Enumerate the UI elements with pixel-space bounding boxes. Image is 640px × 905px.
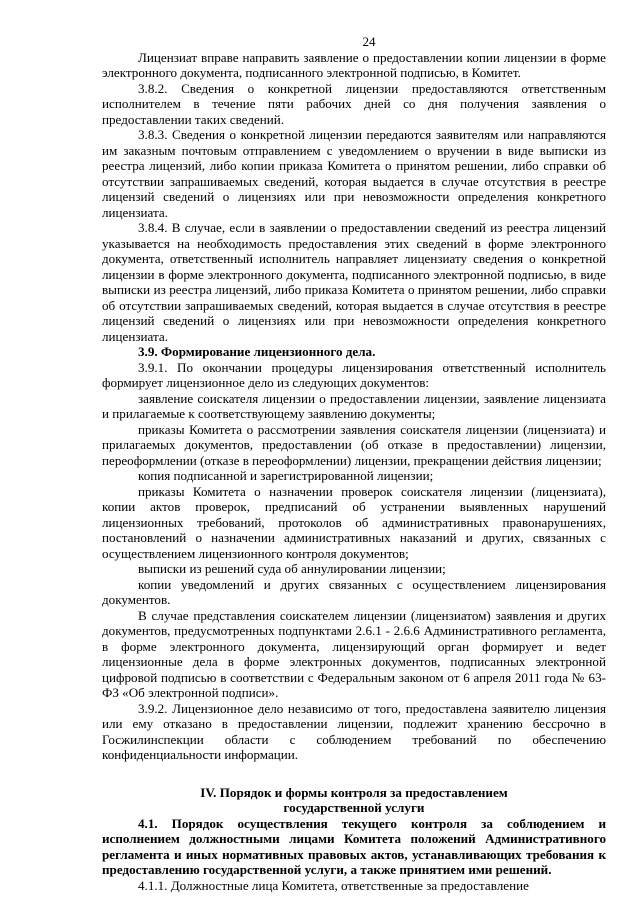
paragraph-3-8-2: 3.8.2. Сведения о конкретной лицензии предоставляются ответственным исполнителем в течение пяти рабочих дней со дня получения заявления о предоставлении таких сведений. [102,80,606,127]
paragraph-3-9-1: 3.9.1. По окончании процедуры лицензирования ответственный исполнитель формирует лицензионное дело из следующих документов: [102,359,606,390]
paragraph-3-9-2: 3.9.2. Лицензионное дело независимо от того, предоставлена заявителю лицензия или ему отказано в предоставлении лицензии, подлежит хранению бессрочно в Госжилинспекции области с соблюдением требований по обеспечению конфиденциальности информации. [102,700,606,762]
list-item-inspections: приказы Комитета о назначении проверок соискателя лицензии (лицензиата), копии актов проверок, предписаний об устранении выявленных нарушений лицензионных требований, протоколов об административных правонарушениях, постановлений о назначении административных наказаний и других, связанных с осуществлением лицензионного контроля документов; [102,483,606,561]
heading-3-9: 3.9. Формирование лицензионного дела. [138,344,376,359]
document-page [102,0,606,893]
list-item-notifications: копии уведомлений и других связанных с осуществлением лицензирования документов. [102,576,606,607]
paragraph-4-1-1: 4.1.1. Должностные лица Комитета, ответственные за предоставление [138,877,529,893]
paragraph-electronic-form: В случае представления соискателем лицензии (лицензиатом) заявления и других документов, предусмотренных подпунктами 2.6.1 - 2.6.6 Административного регламента, в форме электронного документа, лицензирующий орган формирует и ведет лицензионные дела в форме электронных документов, подписанных электронной цифровой подписью в соответствии с Федеральным законом от 6 апреля 2011 года № 63-ФЗ «Об электронной подписи». [102,607,606,700]
list-item-court-extracts: выписки из решений суда об аннулировании лицензии; [138,561,446,576]
list-item-license-copy: копия подписанной и зарегистрированной лицензии; [138,468,434,483]
paragraph-3-8-3: 3.8.3. Сведения о конкретной лицензии передаются заявителям или направляются им заказным почтовым отправлением с уведомлением о вручении в виде выписки из реестра лицензий, либо копии приказа Комитета о принятом решении, либо справки об отсутствии запрашиваемых сведений, которая выдается в случае отсутствия в реестре лицензий сведений о лицензиях или при невозможности определения конкретного лицензиата. [102,127,606,220]
heading-4-1: 4.1. Порядок осуществления текущего контроля за соблюдением и исполнением должностными лицами Комитета положений Административного регламента и иных нормативных правовых актов, устанавливающих требования к предоставлению государственной услуги, а также принятием ими решений. [102,815,606,877]
section-iv-title-line2: государственной услуги [283,800,425,815]
section-iv-title-line1: IV. Порядок и формы контроля за предоставлением [200,784,508,800]
section-spacer [102,763,606,785]
page-number: 24 [362,34,376,49]
paragraph-copy-request: Лицензиат вправе направить заявление о предоставлении копии лицензии в форме электронного документа, подписанного электронной подписью, в Комитет. [102,49,606,80]
paragraph-3-8-4: 3.8.4. В случае, если в заявлении о предоставлении сведений из реестра лицензий указывается на необходимость предоставления этих сведений в форме электронного документа, ответственный исполнитель направляет лицензиату сведения о конкретной лицензии в форме электронного документа, подписанного электронной подписью, в виде выписки из реестра лицензий, либо приказа Комитета о принятом решении, либо справки об отсутствии запрашиваемых сведений, которая выдается в случае отсутствия в реестре лицензий сведений о лицензиях или при невозможности определения конкретного лицензиата. [102,220,606,344]
list-item-orders: приказы Комитета о рассмотрении заявления соискателя лицензии (лицензиата) и прилагаемых документов, предоставлении (об отказе в предоставлении) лицензии, переоформлении (отказе в переоформлении) лицензии, прекращении действия лицензии; [102,421,606,468]
list-item-application: заявление соискателя лицензии о предоставлении лицензии, заявление лицензиата и прилагаемые к соответствующему заявлению документы; [102,390,606,421]
